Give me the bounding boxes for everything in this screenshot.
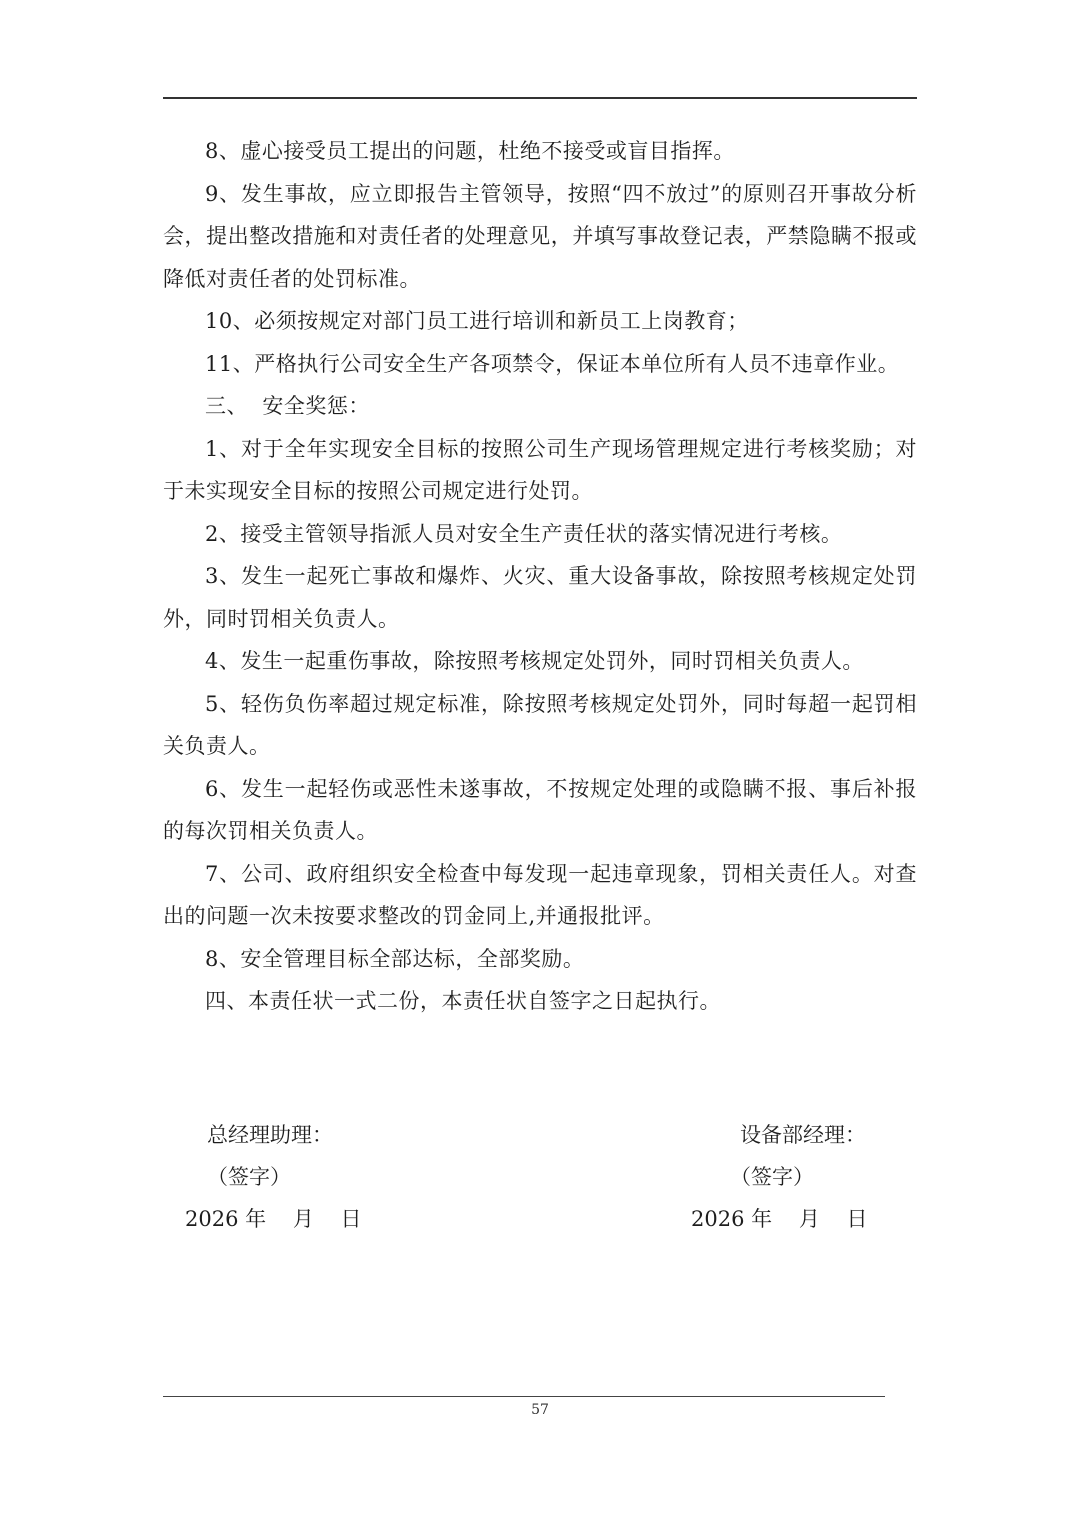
paragraph: 8、虚心接受员工提出的问题，杜绝不接受或盲目指挥。 — [205, 139, 735, 163]
document-body — [163, 130, 917, 1023]
paragraph: 5、轻伤负伤率超过规定标准，除按照考核规定处罚外，同时每超一起罚相关负责人。 — [163, 691, 917, 758]
paragraph: 1、对于全年实现安全目标的按照公司生产现场管理规定进行考核奖励；对于未实现安全目标的按照公司规定进行处罚。 — [163, 436, 917, 503]
footer-rule — [163, 1396, 885, 1397]
right-signer-title: 设备部经理： — [740, 1123, 866, 1147]
left-signer-title: 总经理助理： — [207, 1123, 333, 1147]
paragraph: 四、本责任状一式二份，本责任状自签字之日起执行。 — [205, 989, 721, 1013]
paragraph: 4、发生一起重伤事故，除按照考核规定处罚外，同时罚相关负责人。 — [205, 649, 864, 673]
paragraph: 11、严格执行公司安全生产各项禁令，保证本单位所有人员不违章作业。 — [205, 351, 900, 376]
left-signature-label: （签字） — [207, 1165, 291, 1189]
left-date: 2026 年 月 日 — [185, 1207, 362, 1231]
paragraph: 9、发生事故，应立即报告主管领导，按照“四不放过”的原则召开事故分析会，提出整改措施和对责任者的处理意见，并填写事故登记表，严禁隐瞒不报或降低对责任者的处罚标准。 — [163, 181, 917, 291]
right-signature-label: （签字） — [730, 1165, 814, 1189]
page-number: 57 — [531, 1402, 549, 1418]
paragraph: 7、公司、政府组织安全检查中每发现一起违章现象，罚相关责任人。对查出的问题一次未按要求整改的罚金同上,并通报批评。 — [163, 861, 917, 928]
paragraph: 3、发生一起死亡事故和爆炸、火灾、重大设备事故，除按照考核规定处罚外，同时罚相关负责人。 — [163, 564, 917, 631]
paragraph: 6、发生一起轻伤或恶性未遂事故，不按规定处理的或隐瞒不报、事后补报的每次罚相关负责人。 — [163, 776, 917, 843]
section-heading: 三、 安全奖惩： — [205, 394, 370, 418]
paragraph: 8、安全管理目标全部达标，全部奖励。 — [205, 946, 585, 971]
right-date: 2026 年 月 日 — [691, 1207, 868, 1231]
paragraph: 2、接受主管领导指派人员对安全生产责任状的落实情况进行考核。 — [205, 521, 843, 546]
paragraph: 10、必须按规定对部门员工进行培训和新员工上岗教育； — [205, 309, 749, 333]
header-rule — [163, 97, 917, 99]
